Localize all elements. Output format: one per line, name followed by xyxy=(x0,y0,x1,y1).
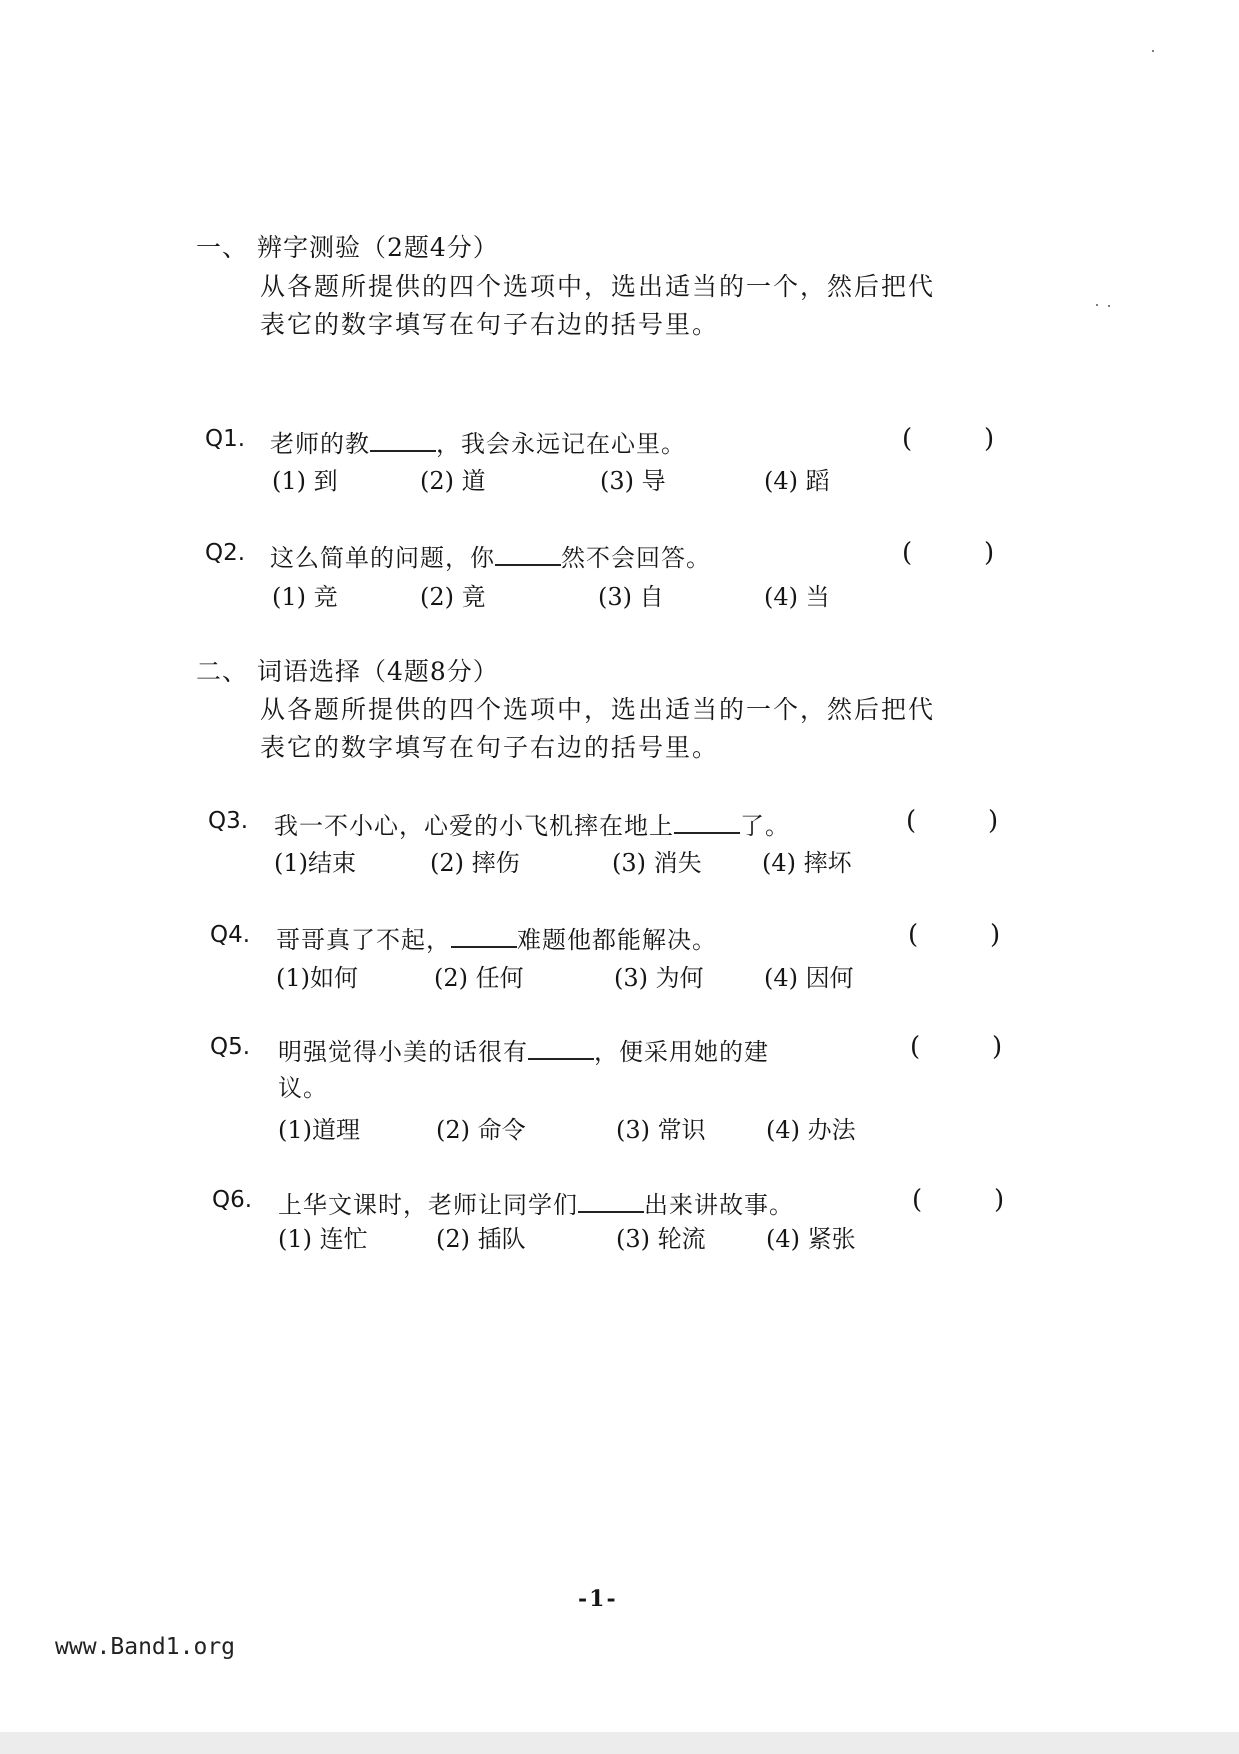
question-stem: 这么简单的问题，你 然不会回答。 xyxy=(270,544,711,572)
question-stem: 哥哥真了不起， 难题他都能解决。 xyxy=(276,926,717,954)
option-1: (1)道理 xyxy=(278,1116,360,1144)
answer-blank xyxy=(451,926,517,948)
question-stem: 明强觉得小美的话很有 ，便采用她的建 xyxy=(278,1038,769,1066)
section-2-title: 二、 词语选择（4题8分） xyxy=(196,657,499,686)
option-3: (3) 消失 xyxy=(612,849,702,877)
question-stem-continued: 议。 xyxy=(278,1074,328,1102)
answer-blank xyxy=(528,1038,594,1060)
option-2: (2) 摔伤 xyxy=(430,849,520,877)
option-3: (3) 轮流 xyxy=(616,1225,706,1253)
question-stem: 上华文课时，老师让同学们 出来讲故事。 xyxy=(278,1191,794,1219)
scan-speck xyxy=(1096,304,1098,306)
option-4: (4) 办法 xyxy=(766,1116,856,1144)
answer-blank xyxy=(495,544,561,566)
answer-blank xyxy=(674,812,740,834)
option-4: (4) 因何 xyxy=(764,964,854,992)
question-number: Q5. xyxy=(210,1034,251,1060)
option-1: (1) 连忙 xyxy=(278,1225,368,1253)
question-number: Q1. xyxy=(205,426,246,452)
exam-page: 一、 辨字测验（2题4分） 从各题所提供的四个选项中，选出适当的一个，然后把代 表它的数字填写在句子右边的括号里。 Q1. 老师的教 ，我会永远记在心里。 ( ) (1) 到 (2) 道 (3) 导 (4) 蹈 Q2. 这么简单的问题，你 然不会回答。 ( ) (1) 竞 (2) 竟 (3) 自 (4) 当 二、 词语选择（4题8分） 从各题所提供的四个选项中，选出适当的一个，然后把代 表它的数字填写在句子右边的括号里。 Q3. 我一不小心，心爱的小飞机摔在地上 了。 ( ) (1)结束 (2) 摔伤 (3) 消失 (4) 摔坏 Q4. 哥哥真了不起， 难题他都能解决。 ( ) (1)如何 (2) 任何 (3) 为何 (4) 因何 Q5. 明强觉得小美的话很有 ，便采用她的建 议。 ( ) (1)道理 (2) 命令 (3) 常识 (4) 办法 Q6. 上华文课时，老师让同学们 出来讲故事。 ( ) (1) 连忙 (2) 插队 (3) 轮流 (4) 紧张 -1- www.Band1.org xyxy=(0,0,1239,1754)
option-4: (4) 当 xyxy=(764,583,830,611)
question-number: Q6. xyxy=(212,1187,253,1213)
page-number: -1- xyxy=(578,1586,618,1612)
option-1: (1) 到 xyxy=(272,467,338,495)
option-3: (3) 导 xyxy=(600,467,666,495)
question-stem: 老师的教 ，我会永远记在心里。 xyxy=(270,430,686,458)
section-1-instruction-line-2: 表它的数字填写在句子右边的括号里。 xyxy=(260,310,720,339)
option-1: (1)结束 xyxy=(274,849,356,877)
question-number: Q4. xyxy=(210,922,251,948)
question-number: Q2. xyxy=(205,540,246,566)
section-2-instruction-line-1: 从各题所提供的四个选项中，选出适当的一个，然后把代 xyxy=(260,695,936,724)
question-stem: 我一不小心，心爱的小飞机摔在地上 了。 xyxy=(274,812,790,840)
option-3: (3) 为何 xyxy=(614,964,704,992)
answer-blank xyxy=(370,430,436,452)
option-1: (1)如何 xyxy=(276,964,358,992)
option-2: (2) 道 xyxy=(420,467,486,495)
option-3: (3) 自 xyxy=(598,583,664,611)
section-1-instructions xyxy=(260,268,1040,344)
question-number: Q3. xyxy=(208,808,249,834)
scan-speck xyxy=(1108,305,1110,307)
section-2-instructions xyxy=(260,691,1040,767)
section-2-instruction-line-2: 表它的数字填写在句子右边的括号里。 xyxy=(260,733,720,762)
option-4: (4) 蹈 xyxy=(764,467,830,495)
option-4: (4) 摔坏 xyxy=(762,849,852,877)
section-1-title: 一、 辨字测验（2题4分） xyxy=(196,233,499,262)
option-1: (1) 竞 xyxy=(272,583,338,611)
option-4: (4) 紧张 xyxy=(766,1225,856,1253)
scan-edge xyxy=(0,1732,1239,1754)
option-2: (2) 命令 xyxy=(436,1116,526,1144)
option-3: (3) 常识 xyxy=(616,1116,706,1144)
option-2: (2) 任何 xyxy=(434,964,524,992)
answer-blank xyxy=(578,1191,644,1213)
section-1-instruction-line-1: 从各题所提供的四个选项中，选出适当的一个，然后把代 xyxy=(260,272,936,301)
footer-url: www.Band1.org xyxy=(55,1634,236,1660)
scan-speck xyxy=(1152,50,1154,52)
option-2: (2) 插队 xyxy=(436,1225,526,1253)
option-2: (2) 竟 xyxy=(420,583,486,611)
